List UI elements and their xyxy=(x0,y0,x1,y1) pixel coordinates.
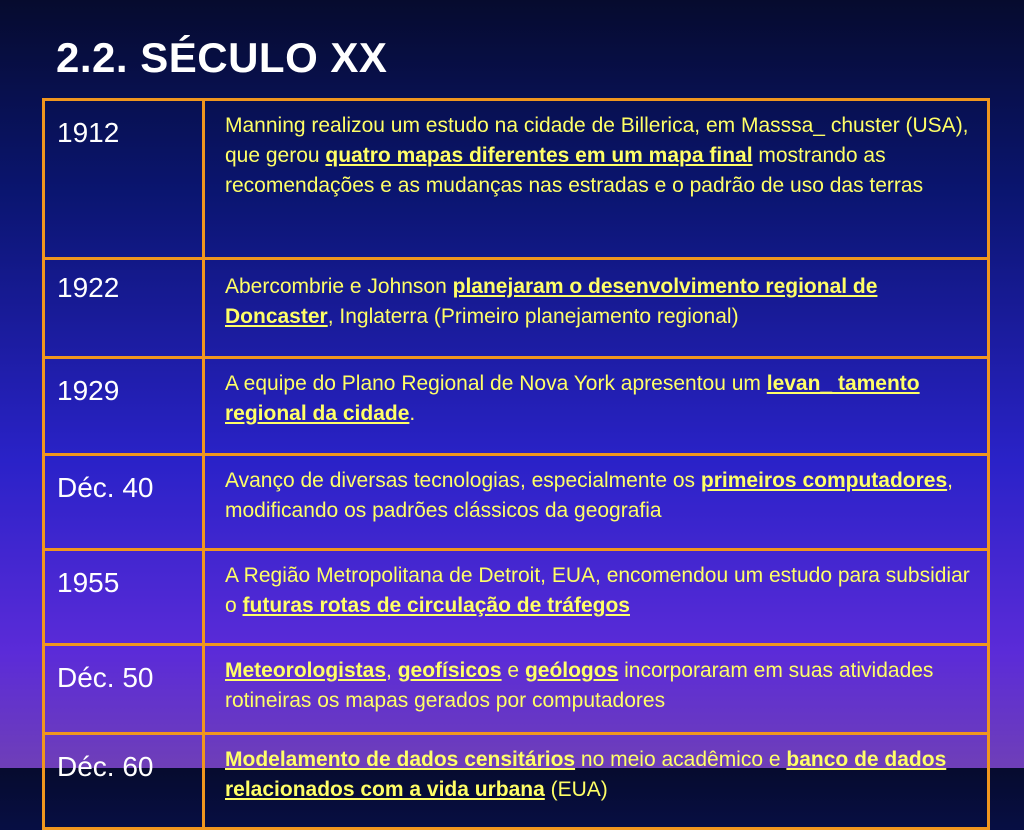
timeline-description xyxy=(204,645,989,734)
timeline-description xyxy=(204,259,989,358)
timeline-description xyxy=(204,100,989,259)
timeline-row xyxy=(44,734,989,829)
description-text: Avanço de diversas tecnologias, especialmente os xyxy=(225,469,701,492)
page-title: 2.2. SÉCULO XX xyxy=(56,34,388,81)
timeline-year: Déc. 60 xyxy=(44,734,204,829)
timeline-row xyxy=(44,358,989,455)
timeline-description xyxy=(204,358,989,455)
highlighted-text: Modelamento de dados censitários xyxy=(225,748,576,771)
highlighted-text: primeiros computadores xyxy=(700,469,948,492)
timeline-year: 1955 xyxy=(44,550,204,645)
highlighted-text: geofísicos xyxy=(397,659,502,682)
timeline-description xyxy=(204,734,989,829)
description-text: A equipe do Plano Regional de Nova York apresentou um xyxy=(225,372,767,395)
timeline-table xyxy=(42,98,990,830)
timeline-year: 1912 xyxy=(44,100,204,259)
timeline-row xyxy=(44,645,989,734)
timeline-row xyxy=(44,550,989,645)
highlighted-text: quatro mapas diferentes em um mapa final xyxy=(325,144,753,167)
description-text: . xyxy=(409,402,416,425)
timeline-description xyxy=(204,550,989,645)
timeline-row xyxy=(44,259,989,358)
timeline-year: 1929 xyxy=(44,358,204,455)
description-text: no meio acadêmico e xyxy=(575,748,787,771)
description-text: (EUA) xyxy=(544,778,608,801)
description-text: , xyxy=(386,659,398,682)
highlighted-text: Meteorologistas xyxy=(225,659,387,682)
timeline-description xyxy=(204,455,989,550)
description-text: A Região Metropolitana de Detroit, EUA, encomendou um estudo para subsidiar o xyxy=(225,564,970,617)
timeline-row xyxy=(44,455,989,550)
timeline-row xyxy=(44,100,989,259)
timeline-year: Déc. 40 xyxy=(44,455,204,550)
highlighted-text: banco de dados relacionados com a vida urbana xyxy=(225,748,947,801)
description-text: Manning realizou um estudo na cidade de Billerica, em Masssa_ chuster (USA), que gerou xyxy=(225,114,969,167)
description-text: , Inglaterra (Primeiro planejamento regional) xyxy=(327,305,739,328)
timeline-year: Déc. 50 xyxy=(44,645,204,734)
highlighted-text: geólogos xyxy=(524,659,619,682)
description-text: e xyxy=(501,659,525,682)
highlighted-text: planejaram o desenvolvimento regional de Doncaster xyxy=(225,275,878,328)
description-text: Abercombrie e Johnson xyxy=(225,275,453,298)
timeline-year: 1922 xyxy=(44,259,204,358)
description-text: , modificando os padrões clássicos da geografia xyxy=(225,469,953,522)
description-text: incorporaram em suas atividades rotineiras os mapas gerados por computadores xyxy=(225,659,934,712)
highlighted-text: levan_ tamento regional da cidade xyxy=(225,372,920,425)
description-text: mostrando as recomendações e as mudanças nas estradas e o padrão de uso das terras xyxy=(225,144,924,197)
highlighted-text: futuras rotas de circulação de tráfegos xyxy=(242,594,630,617)
